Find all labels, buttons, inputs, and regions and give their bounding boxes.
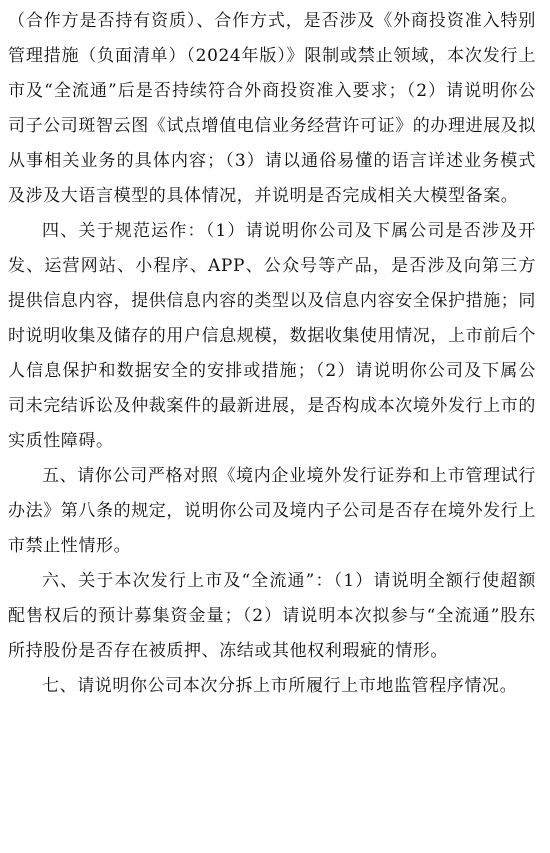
paragraph-item-7-spinoff-procedure: 七、请说明你公司本次分拆上市所履行上市地监管程序情况。 <box>42 676 518 696</box>
paragraph-item-5-prohibition-check: 五、请你公司严格对照《境内企业境外发行证券和上市管理试行办法》第八条的规定，说明你公司及境内子公司是否存在境外发行上市禁止性情形。 <box>8 466 536 556</box>
paragraph-item-6-full-circulation: 六、关于本次发行上市及“全流通”：（1）请说明全额行使超额配售权后的预计募集资金量；（2）请说明本次拟参与“全流通”股东所持股份是否存在被质押、冻结或其他权利瑕疵的情形。 <box>8 571 536 661</box>
paragraph-item-4-compliance: 四、关于规范运作：（1）请说明你公司及下属公司是否涉及开发、运营网站、小程序、APP、公众号等产品，是否涉及向第三方提供信息内容，提供信息内容的类型以及信息内容安全保护措施；同时说明收集及储存的用户信息规模，数据收集使用情况，上市前后个人信息保护和数据安全的安排或措施；（2）请说明你公司及下属公司未完结诉讼及仲裁案件的最新进展，是否构成本次境外发行上市的实质性障碍。 <box>8 221 536 451</box>
paragraph-continuation: （合作方是否持有资质）、合作方式，是否涉及《外商投资准入特别管理措施（负面清单）（2024年版）》限制或禁止领域，本次发行上市及“全流通”后是否持续符合外商投资准入要求；（2）请说明你公司子公司斑智云图《试点增值电信业务经营许可证》的办理进展及拟从事相关业务的具体内容；（3）请以通俗易懂的语言详述业务模式及涉及大语言模型的具体情况，并说明是否完成相关大模型备案。 <box>8 11 536 206</box>
